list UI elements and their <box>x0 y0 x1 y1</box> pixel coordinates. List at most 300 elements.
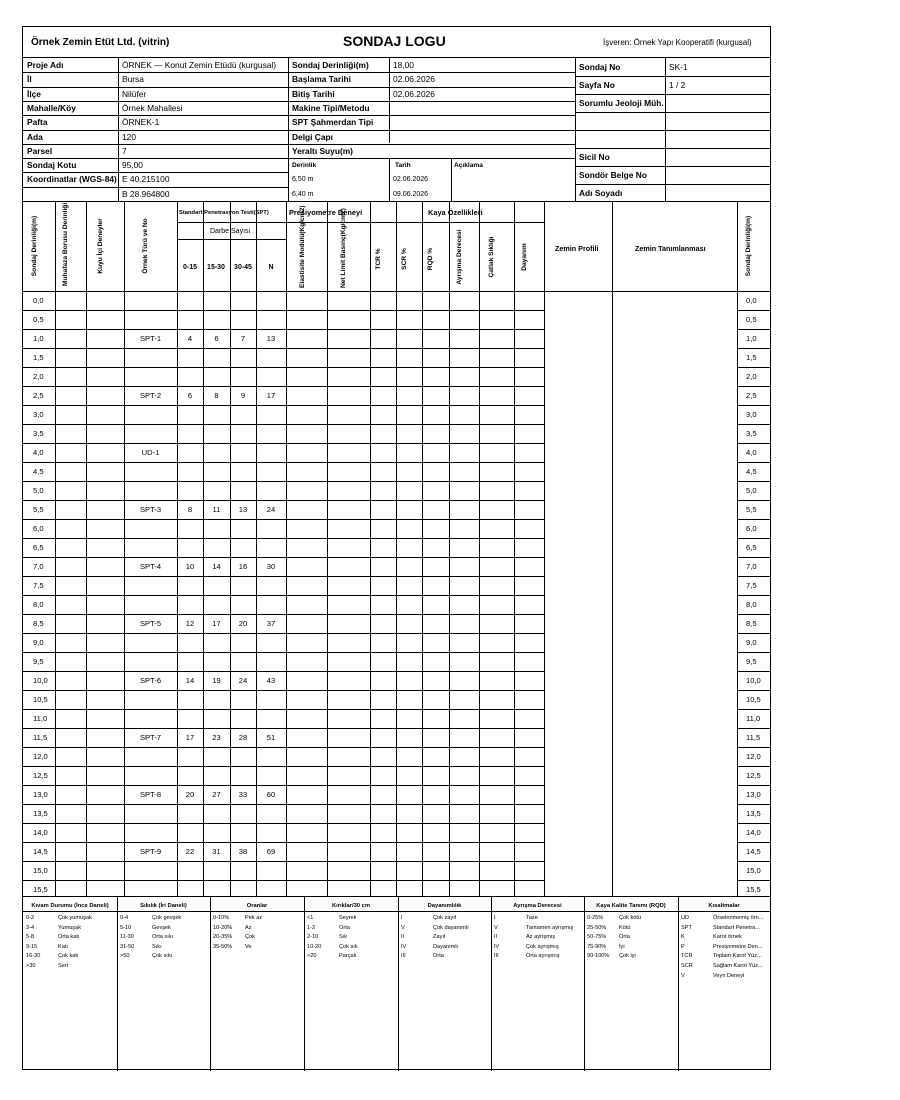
depth-label: 3,5 <box>33 429 44 438</box>
rule <box>23 87 288 88</box>
col-weathering-label: Ayrışma Derecesi <box>456 229 463 285</box>
right-value: 1 / 2 <box>669 80 686 90</box>
depth-label: 8,5 <box>33 619 44 628</box>
depth-label-right: 7,5 <box>746 581 757 590</box>
rule <box>23 804 544 805</box>
legend-title: Sıkılık (İri Daneli) <box>140 903 187 909</box>
info-label: Mahalle/Köy <box>27 102 76 113</box>
rule <box>23 823 544 824</box>
rule <box>23 144 288 145</box>
rule <box>55 201 56 896</box>
depth-label-right: 12,0 <box>746 752 761 761</box>
depth-label-right: 10,0 <box>746 676 761 685</box>
legend-value: Tamamen ayrışmış <box>526 924 574 931</box>
legend-key: >20 <box>307 953 317 960</box>
rule <box>575 94 771 95</box>
col-casing-label: Muhafaza Borusu Derinliği <box>62 202 69 286</box>
legend-value: Çok gevşek <box>152 915 182 921</box>
legend-key: 75-90% <box>587 943 607 950</box>
legend-value: Çok katı <box>58 953 79 960</box>
drilling-label: Sondaj Derinliği(m) <box>292 60 369 70</box>
sample-name: SPT-4 <box>139 562 162 571</box>
pressuremeter-label: Presiyometre Deneyi <box>289 208 363 217</box>
legend-title: Dayanımlılık <box>427 903 462 909</box>
depth-label-right: 8,0 <box>746 600 757 609</box>
spt-15-30: 31 <box>212 847 221 856</box>
depth-label: 3,0 <box>33 410 44 419</box>
sample-name: SPT-7 <box>139 733 162 742</box>
spt-0-15: 17 <box>185 733 195 742</box>
legend-key: 11-30 <box>120 934 134 941</box>
depth-label: 5,0 <box>33 486 44 495</box>
depth-label-right: 15,5 <box>746 885 761 894</box>
legend-key: UD <box>681 915 690 921</box>
depth-label-right: 10,5 <box>746 695 761 704</box>
legend-key: IV <box>401 943 407 950</box>
rule <box>23 709 544 710</box>
depth-label-right: 11,5 <box>746 733 761 742</box>
depth-label: 15,0 <box>33 866 48 875</box>
col-scr-label: SCR % <box>401 248 408 270</box>
info-label: Koordinatlar (WGS-84) <box>27 174 117 185</box>
rule <box>23 291 770 292</box>
info-label: Parsel <box>27 145 53 156</box>
depth-label: 14,5 <box>33 847 48 856</box>
drilling-label: Makine Tipi/Metodu <box>292 102 370 113</box>
spt-n-value: 13 <box>266 334 276 343</box>
spt-30-45: 7 <box>240 334 246 343</box>
profile-label: Zemin Profili <box>555 244 599 253</box>
col-sample-label: Örnek Türü ve No <box>142 218 149 274</box>
gw-depth: 6,50 m <box>292 176 314 184</box>
legend-value: Katı <box>58 943 68 950</box>
gw-col-note: Açıklama <box>454 162 483 170</box>
info-label: İlçe <box>27 88 41 99</box>
rule <box>737 201 738 896</box>
spt-col-3: N <box>268 264 274 271</box>
rule <box>288 130 575 131</box>
sample-name: SPT-2 <box>139 391 162 400</box>
legend-key: 90-100% <box>587 953 610 960</box>
legend-key: 9-15 <box>26 943 38 950</box>
depth-label-right: 11,0 <box>746 714 761 723</box>
rule <box>288 72 575 73</box>
legend-value: Orta <box>339 924 350 931</box>
spt-0-15 <box>177 443 203 462</box>
spt-col-1: 15-30 <box>207 264 225 271</box>
sample-name: SPT-5 <box>139 619 162 628</box>
gw-col-date: Tarih <box>395 162 411 170</box>
legend-value: Sağlam Karot Yüz... <box>713 963 763 969</box>
legend-title: Ayrışma Derecesi <box>513 903 562 909</box>
depth-label-right: 5,0 <box>746 486 757 495</box>
col-elastic-label: Elastisite Modülü(Kg/cm2) <box>299 205 306 288</box>
rule <box>23 766 544 767</box>
rule <box>23 595 544 596</box>
depth-label-right: 6,5 <box>746 543 757 552</box>
right-label: Sicil No <box>579 152 610 162</box>
rule <box>118 57 119 201</box>
legend-value: Orta <box>619 934 630 941</box>
depth-label-right: 13,0 <box>746 790 761 799</box>
drilling-value: 18,00 <box>393 60 414 70</box>
depth-label-right: 12,5 <box>746 771 761 780</box>
depth-label-right: 3,5 <box>746 429 757 438</box>
legend-key: 0-4 <box>120 915 129 921</box>
rule <box>575 166 771 167</box>
depth-label-right: 2,5 <box>746 391 757 400</box>
legend-key: I <box>494 915 496 921</box>
rule <box>449 201 450 896</box>
rule <box>575 130 771 131</box>
groundwater-title: Yeraltı Suyu(m) <box>292 145 353 156</box>
legend-key: 5-10 <box>120 924 132 931</box>
rule <box>23 462 544 463</box>
spt-30-45: 33 <box>238 790 248 799</box>
legend-key: 0-10% <box>213 915 230 921</box>
legend-key: II <box>401 934 405 941</box>
rule <box>491 896 492 1071</box>
rule <box>288 144 575 145</box>
legend-key: SCR <box>681 963 693 969</box>
rule <box>389 158 390 201</box>
rule <box>23 158 288 159</box>
company-name: Örnek Zemin Etüt Ltd. (vitrin) <box>31 37 170 48</box>
gw-date: 02.06.2026 <box>393 176 429 184</box>
drilling-label: Bitiş Tarihi <box>292 88 335 99</box>
right-label: Sayfa No <box>579 80 615 90</box>
rule <box>288 101 575 102</box>
rule <box>370 201 371 896</box>
spt-n-value: 24 <box>266 505 276 514</box>
depth-label: 12,5 <box>33 771 48 780</box>
legend-key: V <box>494 924 498 931</box>
depth-label: 11,0 <box>33 714 48 723</box>
legend-key: 1-2 <box>307 924 316 931</box>
sample-name: SPT-9 <box>139 847 162 856</box>
info-value: 120 <box>122 131 136 142</box>
spt-col-0: 0-15 <box>182 264 197 271</box>
depth-label-right: 9,5 <box>746 657 757 666</box>
col-rqd-label: RQD % <box>427 247 434 271</box>
depth-label: 4,0 <box>33 448 44 457</box>
depth-label-right: 8,5 <box>746 619 757 628</box>
rule <box>514 201 515 896</box>
col-strength-label: Dayanım <box>521 243 528 271</box>
legend-value: Dayanımlı <box>433 943 459 950</box>
depth-label-right: 13,5 <box>746 809 761 818</box>
rule <box>117 896 118 1071</box>
legend-value: Yumuşak <box>58 924 82 931</box>
legend-key: IV <box>494 943 500 950</box>
rule <box>23 633 544 634</box>
legend-key: 3-4 <box>26 924 35 931</box>
rule <box>23 519 544 520</box>
legend-key: <1 <box>307 915 314 921</box>
legend-value: Orta ayrışmış <box>526 953 560 960</box>
legend-value: Kötü <box>619 924 631 931</box>
depth-label: 0,0 <box>33 296 44 305</box>
depth-label: 15,5 <box>33 885 48 894</box>
rule <box>23 172 288 173</box>
rule <box>612 201 613 896</box>
legend-title: Oranlar <box>246 903 268 909</box>
legend-key: 31-50 <box>120 943 135 950</box>
legend-key: 0-2 <box>26 915 35 921</box>
depth-label: 10,0 <box>33 676 48 685</box>
description-label: Zemin Tanımlanması <box>635 244 706 253</box>
legend-title: Kırıklar/30 cm <box>331 903 371 909</box>
legend-value: Örselenmemiş örn... <box>713 915 764 921</box>
legend-value: Çok sık <box>339 943 358 950</box>
rule <box>575 184 771 185</box>
spt-0-15: 4 <box>187 334 193 343</box>
blow-count-label: Darbe Sayısı <box>210 228 251 235</box>
spt-0-15: 12 <box>185 619 195 628</box>
info-label: Ada <box>27 131 43 142</box>
rule <box>23 348 544 349</box>
rule <box>327 201 328 896</box>
legend-value: Sert <box>58 963 69 969</box>
depth-label-right: 7,0 <box>746 562 757 571</box>
legend-title: Kısaltmalar <box>708 903 740 909</box>
rule <box>398 896 399 1071</box>
rule <box>23 187 288 188</box>
depth-label-right: 2,0 <box>746 372 757 381</box>
rule <box>286 222 544 223</box>
rule <box>86 201 87 896</box>
spt-30-45: 9 <box>240 391 246 400</box>
spt-15-30: 11 <box>212 505 221 514</box>
depth-label: 12,0 <box>33 752 48 761</box>
rule <box>23 538 544 539</box>
spt-15-30 <box>203 443 230 462</box>
depth-label: 7,0 <box>33 562 44 571</box>
col-depth-label: Sondaj Derinliği(m) <box>31 215 38 277</box>
rule <box>23 911 770 912</box>
rule <box>23 405 544 406</box>
info-value: E 40.215100 <box>122 174 170 185</box>
rule <box>23 481 544 482</box>
legend-value: Ve <box>245 943 252 950</box>
rule <box>23 861 544 862</box>
spt-n-value: 51 <box>266 733 276 742</box>
info-value: ÖRNEK-1 <box>122 117 160 128</box>
drilling-label: Delgi Çapı <box>292 131 333 142</box>
legend-title: Kaya Kalite Tanımı (RQD) <box>596 903 666 909</box>
legend-key: V <box>681 972 685 979</box>
depth-label: 2,5 <box>33 391 44 400</box>
depth-label-right: 1,0 <box>746 334 757 343</box>
spt-15-30: 19 <box>212 676 221 685</box>
legend-value: Gevşek <box>152 924 171 931</box>
gw-date: 09.06.2026 <box>393 190 429 198</box>
depth-label: 6,5 <box>33 543 44 552</box>
rule <box>23 576 544 577</box>
rule <box>304 896 305 1071</box>
rock-group-label: Kaya Özellikleri <box>428 208 483 217</box>
legend-value: Orta sıkı <box>152 934 174 941</box>
legend-value: Çok sıkı <box>152 953 173 960</box>
spt-n-value <box>256 443 286 462</box>
rule <box>23 72 288 73</box>
right-label: Sondaj No <box>579 62 621 72</box>
spt-30-45 <box>230 443 256 462</box>
rule <box>23 690 544 691</box>
info-value: 95,00 <box>122 160 143 171</box>
spt-0-15: 10 <box>185 562 195 571</box>
spt-30-45: 38 <box>238 847 248 856</box>
rule <box>288 158 575 159</box>
legend-value: Zayıf <box>433 934 446 941</box>
spt-0-15: 22 <box>185 847 195 856</box>
rule <box>665 57 666 201</box>
legend-value: Pek az <box>245 915 263 921</box>
rule <box>177 222 286 223</box>
spt-n-value: 69 <box>266 847 276 856</box>
info-value: ÖRNEK — Konut Zemin Etüdü (kurgusal) <box>122 60 277 70</box>
rule <box>23 367 544 368</box>
spt-n-value: 17 <box>266 391 276 400</box>
depth-label-right: 0,0 <box>746 296 757 305</box>
rule <box>23 130 288 131</box>
depth-label-right: 0,5 <box>746 315 757 324</box>
info-value: Nilüfer <box>122 88 147 99</box>
legend-value: Çok ayrışmış <box>526 943 559 950</box>
legend-key: K <box>681 934 685 941</box>
legend-key: 10-20 <box>307 943 322 950</box>
depth-label: 13,5 <box>33 809 48 818</box>
spt-30-45: 24 <box>238 676 248 685</box>
legend-value: Çok zayıf <box>433 915 457 921</box>
depth-label: 7,5 <box>33 581 44 590</box>
rule <box>544 201 545 896</box>
legend-value: Karot örnek <box>713 934 742 941</box>
depth-label: 10,5 <box>33 695 48 704</box>
legend-key: 50-75% <box>587 934 607 941</box>
spt-30-45: 20 <box>238 619 248 628</box>
rule <box>210 896 211 1071</box>
rule <box>23 424 544 425</box>
employer-name: İşveren: Örnek Yapı Kooperatifi (kurgusal) <box>603 38 752 47</box>
legend-key: V <box>401 924 405 931</box>
sample-name: SPT-3 <box>139 505 162 514</box>
info-value: Örnek Mahallesi <box>122 102 183 113</box>
depth-label-right: 1,5 <box>746 353 757 362</box>
right-value: SK-1 <box>669 62 688 72</box>
gw-depth: 6,40 m <box>292 190 314 198</box>
depth-label: 6,0 <box>33 524 44 533</box>
legend-value: Sıkı <box>152 943 162 950</box>
legend-key: II <box>494 934 498 941</box>
info-value: Bursa <box>122 74 144 85</box>
spt-15-30: 8 <box>214 391 219 400</box>
legend-key: 16-30 <box>26 953 41 960</box>
rule <box>396 201 397 896</box>
rule <box>479 201 480 896</box>
info-label: Sondaj Kotu <box>27 160 77 171</box>
spt-30-45: 13 <box>238 505 248 514</box>
depth-label: 11,5 <box>33 733 48 742</box>
rule <box>575 57 576 201</box>
col-depth-label-right: Sondaj Derinliği(m) <box>745 215 752 277</box>
legend-key: >30 <box>26 963 36 969</box>
right-label: Adı Soyadı <box>579 188 623 198</box>
legend-key: 25-50% <box>587 924 607 931</box>
legend-value: Çok dayanımlı <box>433 924 469 931</box>
depth-label: 9,5 <box>33 657 44 666</box>
legend-title: Kıvam Durumu (İnce Daneli) <box>31 903 109 909</box>
legend-value: Az <box>245 924 252 931</box>
legend-value: Çok kötü <box>619 915 642 921</box>
sample-name: SPT-8 <box>139 790 162 799</box>
legend-key: 10-20% <box>213 924 233 931</box>
spt-n-value: 43 <box>266 676 276 685</box>
legend-key: SPT <box>681 924 692 931</box>
depth-label-right: 6,0 <box>746 524 757 533</box>
spt-n-value: 37 <box>266 619 276 628</box>
legend-key: TCR <box>681 953 693 960</box>
depth-label: 8,0 <box>33 600 44 609</box>
info-label: Proje Adı <box>27 60 64 70</box>
legend-value: İyi <box>619 943 625 950</box>
rule <box>678 896 679 1071</box>
spt-15-30: 23 <box>212 733 221 742</box>
legend-value: Orta katı <box>58 934 80 941</box>
legend-value: Standart Penetra... <box>713 924 760 931</box>
depth-label: 1,5 <box>33 353 44 362</box>
depth-label: 1,0 <box>33 334 44 343</box>
legend-key: III <box>494 953 499 960</box>
legend-key: III <box>401 953 406 960</box>
rule <box>584 896 585 1071</box>
sample-name: SPT-6 <box>139 676 162 685</box>
rule <box>451 158 452 201</box>
spt-15-30: 14 <box>212 562 221 571</box>
drilling-label: Başlama Tarihi <box>292 74 351 85</box>
gw-col-depth: Derinlik <box>292 162 317 170</box>
legend-key: 20-35% <box>213 934 233 941</box>
legend-value: Seyrek <box>339 915 357 921</box>
legend-key: 0-25% <box>587 915 604 921</box>
col-netlimit-label: Net Limit Basınç(Kg/cm2) <box>340 208 347 288</box>
rule <box>23 747 544 748</box>
rule <box>23 101 288 102</box>
rule <box>288 87 575 88</box>
legend-value: Orta <box>433 953 444 960</box>
info-value: B 28.964800 <box>122 188 170 199</box>
drilling-label: SPT Şahmerdan Tipi <box>292 117 374 128</box>
boring-log-sheet <box>22 26 771 1070</box>
spt-15-30: 27 <box>212 790 221 799</box>
rule <box>422 201 423 896</box>
spt-0-15: 14 <box>185 676 195 685</box>
rule <box>23 896 770 897</box>
depth-label-right: 4,0 <box>746 448 757 457</box>
legend-value: Sık <box>339 934 348 941</box>
depth-label-right: 14,5 <box>746 847 761 856</box>
spt-15-30: 6 <box>214 334 219 343</box>
drilling-value: 02.06.2026 <box>393 74 435 85</box>
drilling-value: 02.06.2026 <box>393 88 435 99</box>
legend-value: Parçalı <box>339 953 357 960</box>
legend-key: 35-50% <box>213 943 233 950</box>
spt-n-value: 30 <box>266 562 276 571</box>
info-label: İl <box>27 74 32 85</box>
page-title: SONDAJ LOGU <box>343 33 446 49</box>
legend-value: Presiyometre Den... <box>713 943 763 950</box>
legend-value: Çok <box>245 934 255 941</box>
